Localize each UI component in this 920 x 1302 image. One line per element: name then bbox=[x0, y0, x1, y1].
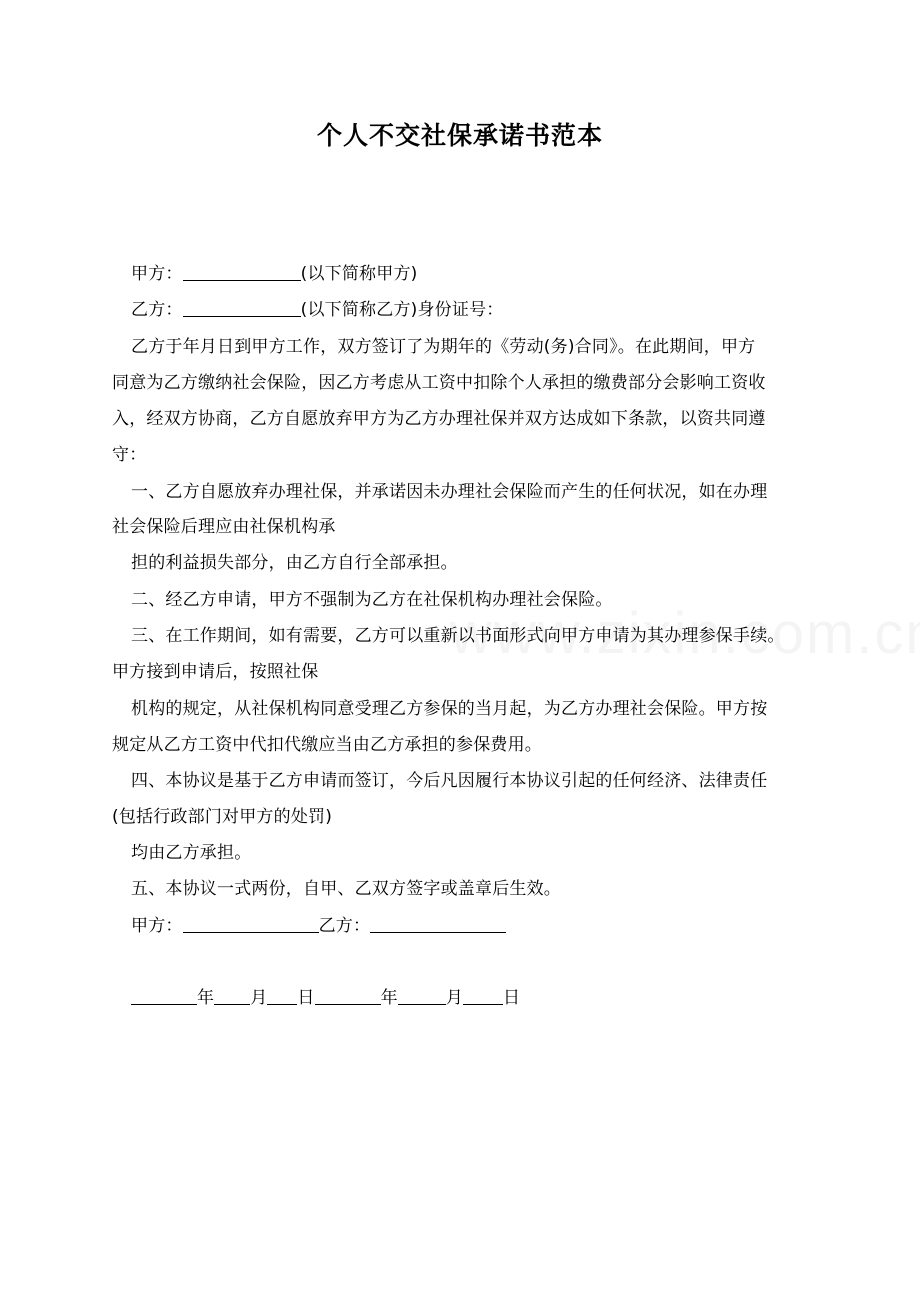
day-label: 日 bbox=[503, 988, 521, 1008]
year-label: 年 bbox=[197, 988, 215, 1008]
month-label: 月 bbox=[250, 988, 268, 1008]
party-a-line bbox=[131, 256, 811, 292]
clause-3-line: 规定从乙方工资中代扣代缴应当由乙方承担的参保费用。 bbox=[112, 735, 542, 755]
clause-3-line: 甲方接到申请后，按照社保 bbox=[112, 662, 319, 682]
month-label: 月 bbox=[445, 988, 464, 1008]
clause-5-line: 五、本协议一式两份，自甲、乙双方签字或盖章后生效。 bbox=[131, 879, 561, 899]
date-a-day-blank bbox=[267, 984, 297, 1005]
party-b-suffix: (以下简称乙方)身份证号： bbox=[300, 300, 504, 320]
clause-1-line: 担的利益损失部分，由乙方自行全部承担。 bbox=[131, 553, 458, 573]
date-b-month-blank bbox=[398, 984, 446, 1005]
intro-line: 同意为乙方缴纳社会保险，因乙方考虑从工资中扣除个人承担的缴费部分会影响工资收 bbox=[112, 373, 766, 393]
date-b-year-blank bbox=[315, 984, 381, 1005]
party-b-line bbox=[131, 292, 811, 328]
year-label: 年 bbox=[380, 988, 398, 1008]
clause-3-line: 三、在工作期间，如有需要，乙方可以重新以书面形式向甲方申请为其办理参保手续。 bbox=[131, 626, 785, 646]
clause-4-line: (包括行政部门对甲方的处罚) bbox=[112, 807, 333, 827]
day-label: 日 bbox=[297, 988, 315, 1008]
party-b-blank bbox=[183, 296, 301, 317]
date-b-day-blank bbox=[463, 984, 503, 1005]
party-b-label: 乙方： bbox=[131, 300, 183, 320]
intro-line: 守： bbox=[112, 445, 147, 465]
clause-1-line: 一、乙方自愿放弃办理社保，并承诺因未办理社会保险而产生的任何状况，如在办理 bbox=[131, 482, 768, 502]
intro-line: 乙方于年月日到甲方工作，双方签订了为期年的《劳动(务)合同》。在此期间，甲方 bbox=[131, 337, 756, 357]
signature-party-a-label: 甲方： bbox=[131, 916, 183, 936]
party-a-suffix: (以下简称甲方) bbox=[300, 264, 418, 284]
date-a-year-blank bbox=[131, 984, 197, 1005]
signature-party-a-blank bbox=[183, 912, 319, 933]
signature-party-b-label: 乙方： bbox=[318, 916, 371, 936]
party-a-label: 甲方： bbox=[131, 264, 183, 284]
clause-2-line: 二、经乙方申请，甲方不强制为乙方在社保机构办理社会保险。 bbox=[131, 590, 613, 610]
clause-1-line: 社会保险后理应由社保机构承 bbox=[112, 517, 336, 537]
signature-line bbox=[131, 908, 811, 944]
clause-4-line: 均由乙方承担。 bbox=[131, 843, 252, 863]
date-a-month-blank bbox=[214, 984, 250, 1005]
intro-line: 入，经双方协商，乙方自愿放弃甲方为乙方办理社保并双方达成如下条款，以资共同遵 bbox=[112, 409, 766, 429]
clause-4-line: 四、本协议是基于乙方申请而签订，今后凡因履行本协议引起的任何经济、法律责任 bbox=[131, 771, 768, 791]
signature-party-b-blank bbox=[370, 912, 506, 933]
document-title: 个人不交社保承诺书范本 bbox=[316, 121, 603, 150]
party-a-blank bbox=[183, 260, 301, 281]
clause-3-line: 机构的规定，从社保机构同意受理乙方参保的当月起，为乙方办理社会保险。甲方按 bbox=[131, 699, 768, 719]
date-line bbox=[131, 980, 811, 1016]
